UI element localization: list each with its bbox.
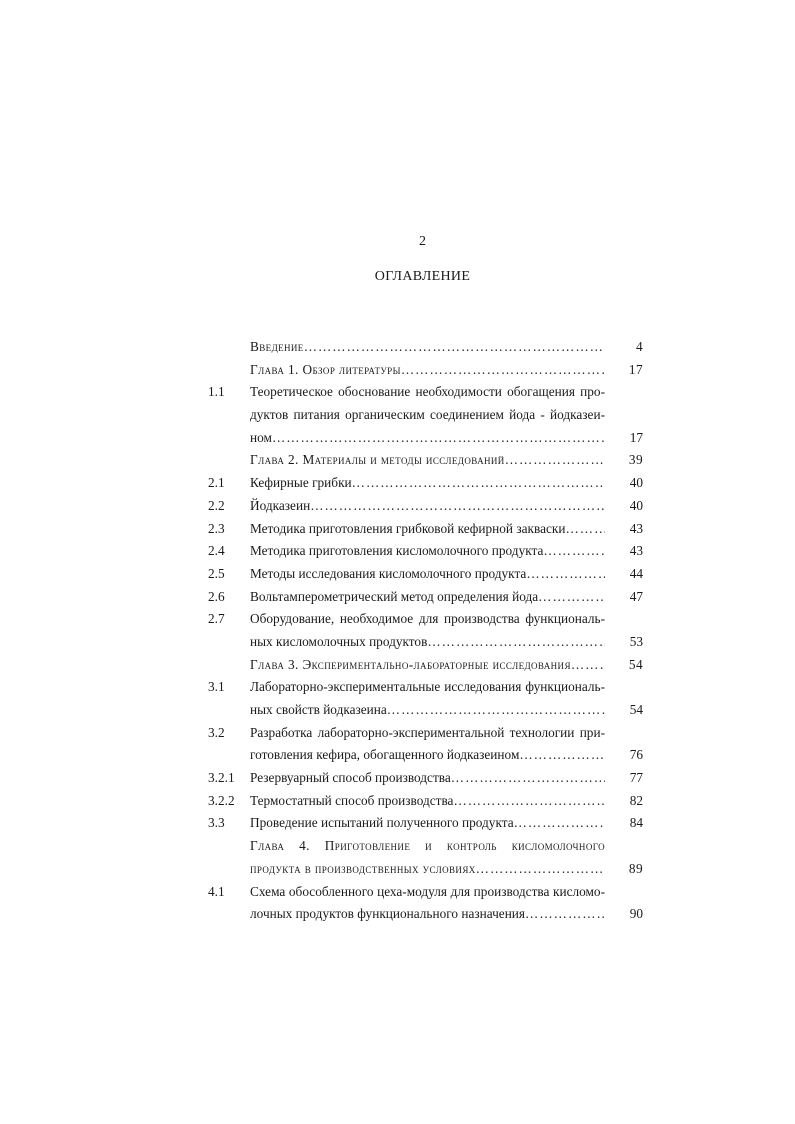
entry-title-wrap (250, 744, 605, 767)
toc-line (208, 336, 643, 359)
page-ref: 76 (629, 747, 643, 763)
section-number: 2.5 (208, 565, 225, 581)
entry-title: Термостатный способ производства (250, 792, 454, 808)
entry-title: дуктов питания органическим соединением йода - йодказеи- (250, 407, 605, 423)
dot-leader (451, 767, 605, 790)
section-number (208, 903, 250, 926)
dot-leader (505, 449, 605, 472)
page-ref: 44 (629, 565, 643, 581)
entry-title: Оборудование, необходимое для производства функциональ- (250, 611, 605, 627)
entry-title: готовления кефира, обогащенного йодказеином (250, 747, 520, 763)
page-ref (605, 381, 643, 404)
toc-section-entry (208, 586, 643, 609)
entry-title-wrap (250, 359, 605, 382)
section-number: 2.6 (208, 588, 225, 604)
entry-title-wrap (250, 540, 605, 563)
page-number: 2 (419, 234, 426, 249)
dot-leader (427, 631, 605, 654)
section-number: 2.7 (208, 611, 225, 627)
entry-title: лочных продуктов функционального назначения (250, 906, 526, 922)
entry-title: Разработка лабораторно-экспериментальной технологии при- (250, 724, 605, 740)
entry-title: ном (250, 429, 272, 445)
toc-section-entry (208, 608, 643, 653)
toc-line (208, 631, 643, 654)
toc-section-entry (208, 495, 643, 518)
entry-title-wrap (250, 722, 605, 745)
section-number (208, 654, 250, 677)
section-number (208, 699, 250, 722)
toc-section-entry (208, 518, 643, 541)
entry-title-wrap (250, 336, 605, 359)
toc-line (208, 790, 643, 813)
toc-section-entry (208, 540, 643, 563)
entry-title: Кефирные грибки (250, 475, 352, 491)
page-ref: 17 (628, 361, 643, 377)
dot-leader (387, 699, 605, 722)
section-number (208, 858, 250, 881)
toc-line (208, 676, 643, 699)
toc-line (208, 654, 643, 677)
entry-title-wrap (250, 631, 605, 654)
page-ref (605, 404, 643, 427)
entry-title-wrap (250, 699, 605, 722)
entry-title: Глава 2. Материалы и методы исследований (250, 452, 505, 468)
page-ref: 4 (635, 339, 643, 354)
dot-leader (352, 472, 605, 495)
page-ref (605, 881, 643, 904)
toc-line (208, 359, 643, 382)
entry-title: Глава 4. Приготовление и контроль кисломолочного (250, 838, 605, 854)
section-number (208, 449, 250, 472)
toc-section-entry (208, 881, 643, 926)
entry-title: Глава 3. Экспериментально-лабораторные исследования (250, 656, 571, 672)
toc-chapter-entry (208, 359, 643, 382)
toc-section-entry (208, 722, 643, 767)
page-ref: 89 (628, 860, 643, 876)
page-ref: 40 (629, 475, 643, 491)
toc-section-entry (208, 563, 643, 586)
entry-title-wrap (250, 767, 605, 790)
entry-title-wrap (250, 903, 605, 926)
entry-title-wrap (250, 790, 605, 813)
page-ref: 43 (629, 520, 643, 536)
entry-title-wrap (250, 835, 605, 858)
toc-line (208, 449, 643, 472)
page-ref: 82 (629, 792, 643, 808)
toc-section-entry (208, 381, 643, 449)
toc-chapter-entry (208, 835, 643, 880)
entry-title: Методы исследования кисломолочного продукта (250, 565, 527, 581)
entry-title: Методика приготовления грибковой кефирной закваски (250, 520, 566, 536)
page-ref (605, 676, 643, 699)
toc-line (208, 427, 643, 450)
toc-section-entry (208, 676, 643, 721)
entry-title: Лабораторно-экспериментальные исследования функциональ- (250, 679, 605, 695)
dot-leader (538, 586, 605, 609)
entry-title: ных кисломолочных продуктов (250, 633, 428, 649)
toc-line (208, 722, 643, 745)
toc-line (208, 699, 643, 722)
section-number: 3.2.2 (208, 792, 235, 808)
toc-line (208, 608, 643, 631)
page-ref: 54 (629, 702, 643, 717)
page-ref: 84 (629, 815, 643, 831)
dot-leader (401, 359, 605, 382)
section-number: 2.4 (208, 543, 225, 559)
entry-title: ных свойств йодказеина (250, 702, 387, 717)
section-number (208, 336, 250, 359)
toc-line (208, 744, 643, 767)
entry-title-wrap (250, 427, 605, 450)
entry-title-wrap (250, 495, 605, 518)
dot-leader (519, 744, 605, 767)
page-ref: 40 (629, 497, 643, 513)
toc-chapter-entry (208, 449, 643, 472)
page-ref: 39 (628, 452, 643, 468)
page-ref: 90 (629, 906, 643, 922)
section-number (208, 427, 250, 450)
table-of-contents (208, 336, 643, 926)
entry-title-wrap (250, 381, 605, 404)
dot-leader (476, 858, 605, 881)
section-number: 3.3 (208, 815, 225, 831)
toc-section-entry (208, 472, 643, 495)
entry-title-wrap (250, 518, 605, 541)
toc-chapter-entry (208, 654, 643, 677)
toc-line (208, 812, 643, 835)
page-ref (605, 722, 643, 745)
toc-line (208, 472, 643, 495)
toc-line (208, 540, 643, 563)
toc-line (208, 518, 643, 541)
entry-title-wrap (250, 586, 605, 609)
page-ref: 43 (629, 543, 643, 559)
dot-leader (543, 540, 605, 563)
toc-line (208, 767, 643, 790)
toc-chapter-entry (208, 336, 643, 359)
entry-title: продукта в производственных условиях (250, 860, 476, 876)
toc-line (208, 495, 643, 518)
page-ref: 54 (628, 656, 643, 672)
entry-title-wrap (250, 449, 605, 472)
page-ref: 47 (629, 588, 643, 604)
toc-line (208, 586, 643, 609)
section-number: 3.1 (208, 679, 225, 695)
section-number (208, 631, 250, 654)
dot-leader (304, 336, 605, 359)
toc-line (208, 835, 643, 858)
entry-title: Методика приготовления кисломолочного продукта (250, 543, 544, 559)
dot-leader (514, 812, 605, 835)
entry-title: Схема обособленного цеха-модуля для производства кисломо- (250, 883, 605, 899)
toc-line (208, 404, 643, 427)
page-ref: 53 (629, 633, 643, 649)
section-number: 1.1 (208, 384, 225, 400)
entry-title-wrap (250, 472, 605, 495)
entry-title: Вольтамперометрический метод определения йода (250, 588, 539, 604)
entry-title-wrap (250, 563, 605, 586)
section-number: 2.2 (208, 497, 225, 513)
page-ref (605, 608, 643, 631)
page-ref: 17 (629, 429, 643, 445)
entry-title-wrap (250, 858, 605, 881)
entry-title-wrap (250, 881, 605, 904)
page-ref: 77 (629, 770, 643, 786)
toc-line (208, 858, 643, 881)
section-number (208, 359, 250, 382)
toc-line (208, 903, 643, 926)
dot-leader (453, 790, 605, 813)
dot-leader (565, 518, 605, 541)
entry-title: Йодказеин (250, 497, 311, 513)
entry-title: Глава 1. Обзор литературы (250, 361, 401, 377)
dot-leader (525, 903, 605, 926)
section-number: 2.3 (208, 520, 225, 536)
dot-leader (526, 563, 605, 586)
entry-title: Теоретическое обоснование необходимости обогащения про- (250, 384, 605, 400)
entry-title: Введение (250, 339, 304, 354)
entry-title: Проведение испытаний полученного продукта (250, 815, 514, 831)
entry-title-wrap (250, 608, 605, 631)
section-number: 3.2.1 (208, 770, 235, 786)
section-number (208, 744, 250, 767)
dot-leader (310, 495, 605, 518)
entry-title-wrap (250, 812, 605, 835)
entry-title-wrap (250, 676, 605, 699)
entry-title-wrap (250, 404, 605, 427)
toc-section-entry (208, 790, 643, 813)
dot-leader (571, 654, 605, 677)
entry-title-wrap (250, 654, 605, 677)
dot-leader (272, 427, 605, 450)
section-number (208, 404, 250, 427)
toc-line (208, 381, 643, 404)
toc-section-entry (208, 767, 643, 790)
page-ref (605, 835, 643, 858)
toc-line (208, 563, 643, 586)
section-number (208, 835, 250, 858)
toc-title: ОГЛАВЛЕНИЕ (374, 269, 471, 284)
entry-title: Резервуарный способ производства (250, 770, 451, 786)
section-number: 4.1 (208, 883, 225, 899)
toc-line (208, 881, 643, 904)
section-number: 2.1 (208, 475, 225, 491)
section-number: 3.2 (208, 724, 225, 740)
toc-section-entry (208, 812, 643, 835)
